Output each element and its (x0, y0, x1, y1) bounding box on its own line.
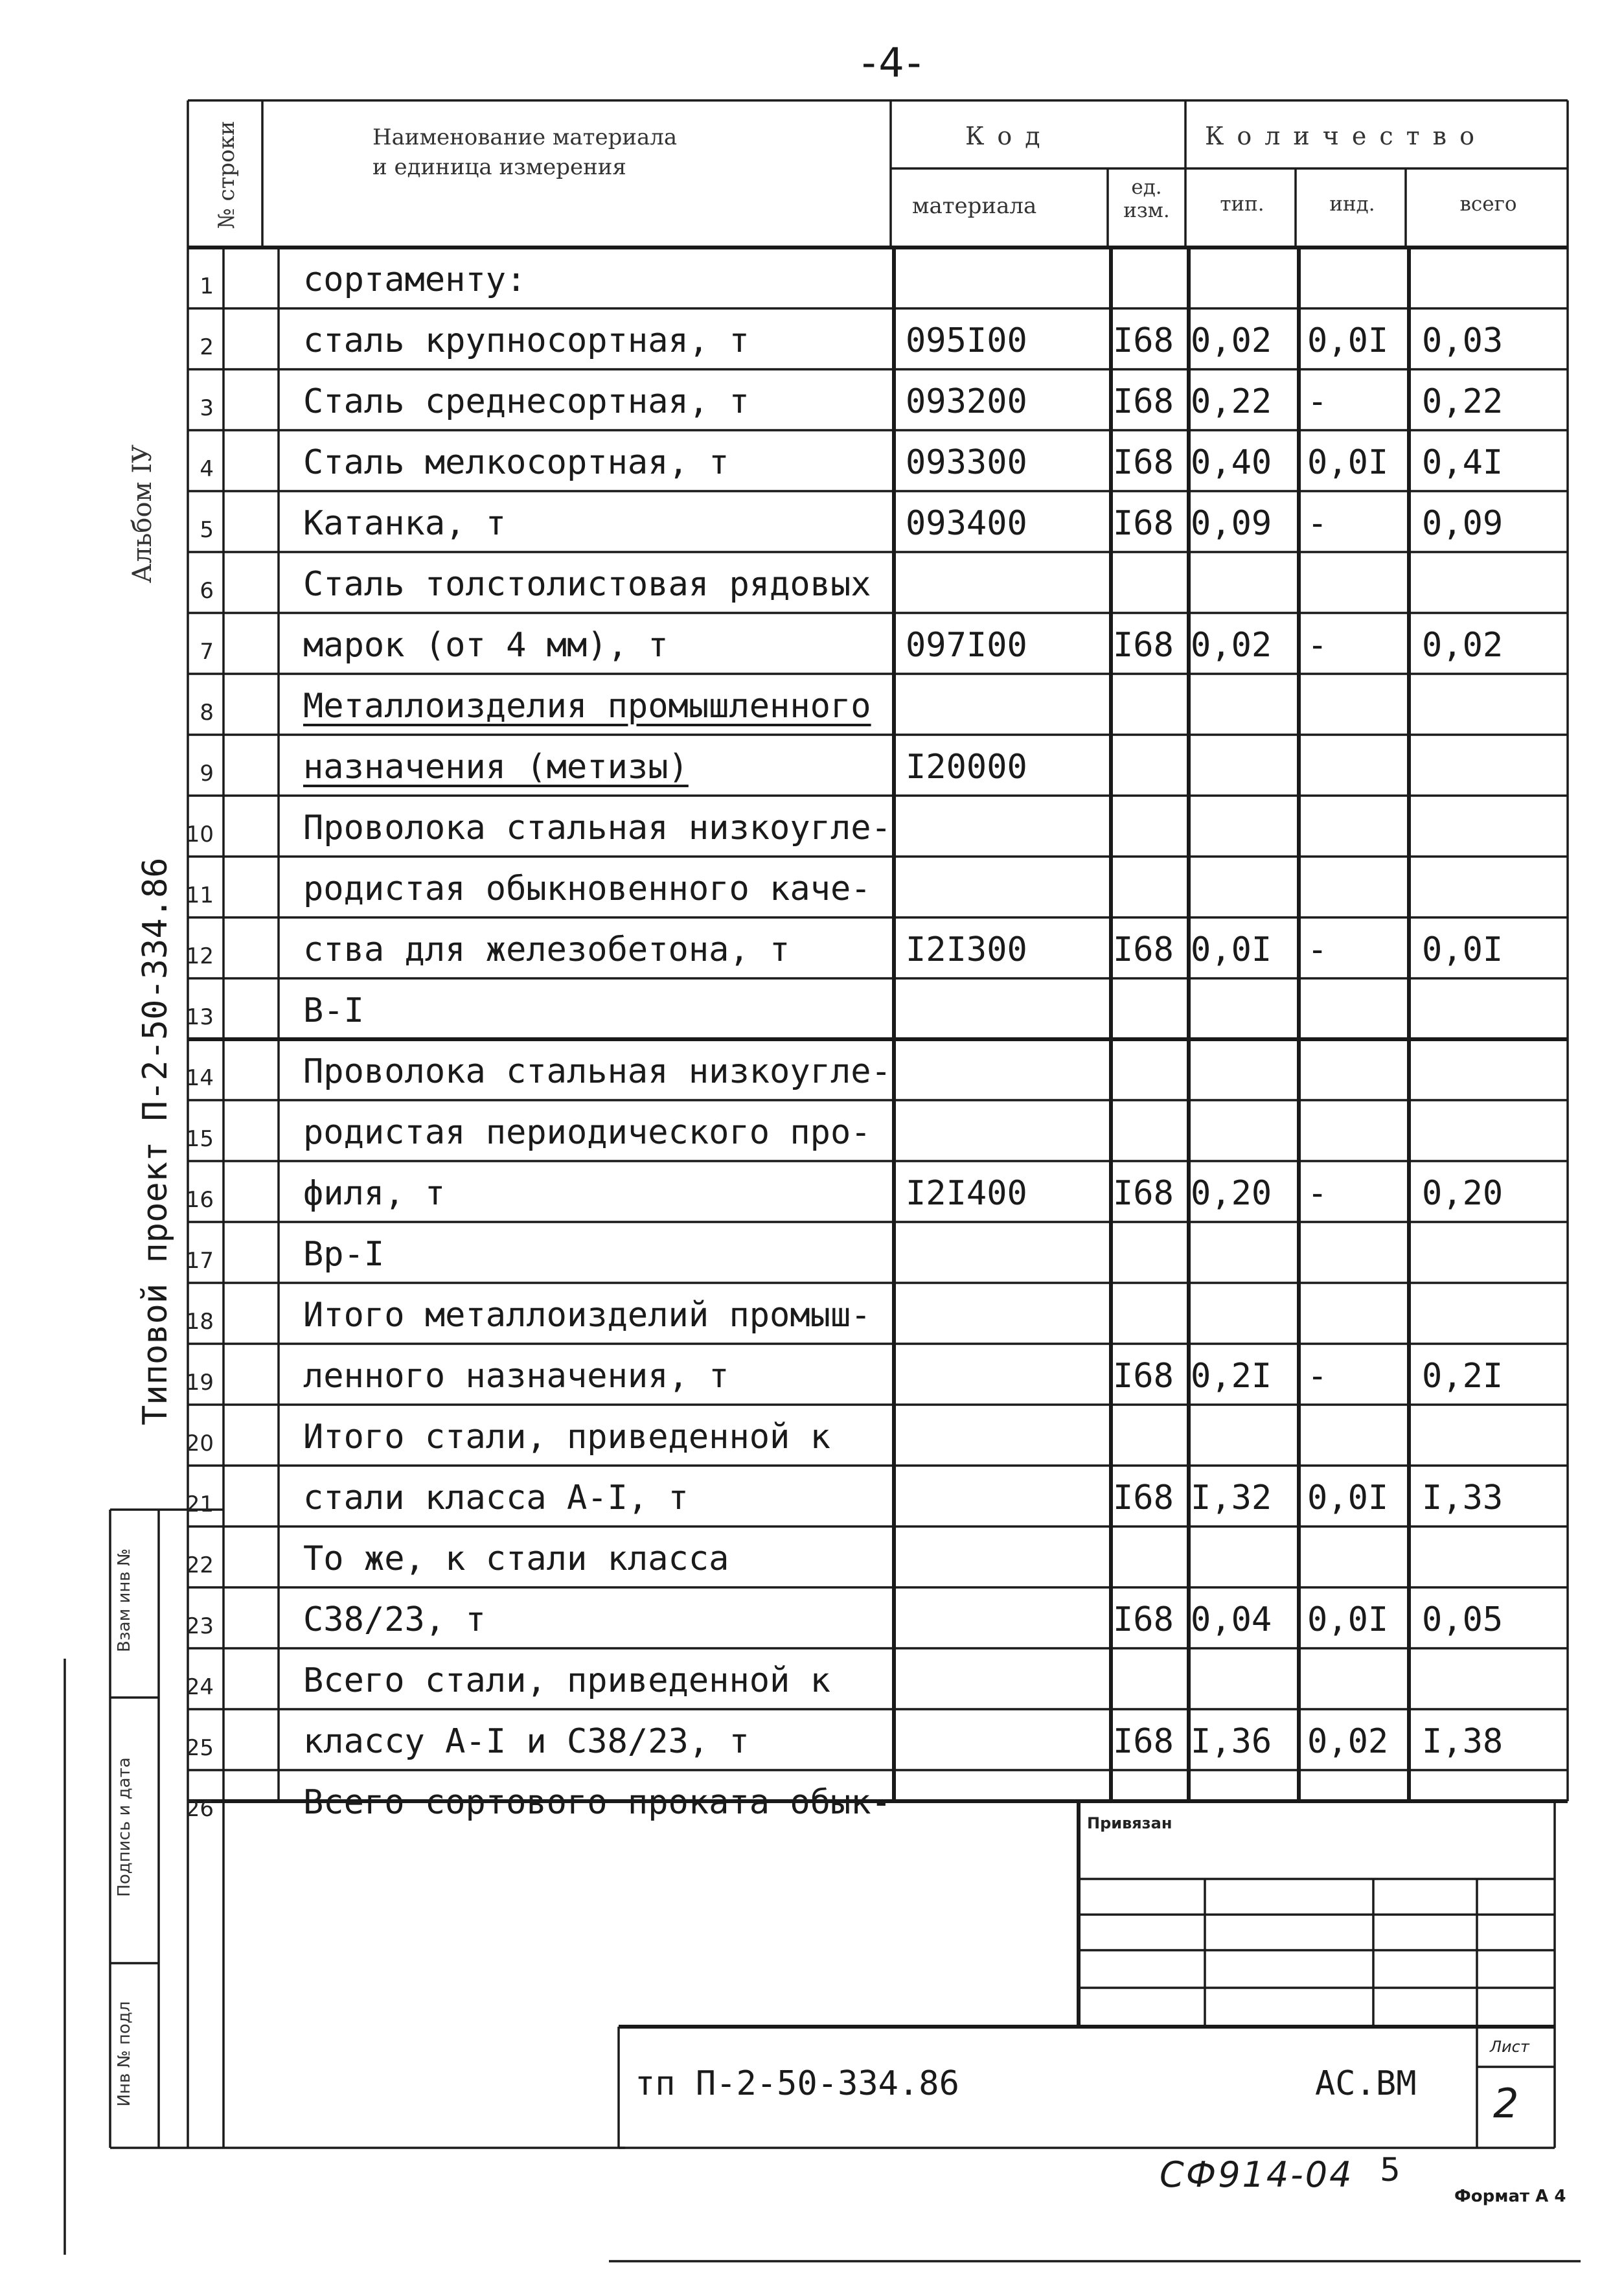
ind-header: инд. (1329, 192, 1375, 216)
cell-ind: - (1307, 1174, 1328, 1213)
cell-name: стали класса A-I, т (303, 1479, 689, 1517)
cell-name: Проволока стальная низкоугле- (303, 1052, 891, 1091)
cell-ind: - (1307, 504, 1328, 543)
cell-total: I,38 (1422, 1722, 1504, 1761)
cell-total: 0,05 (1422, 1600, 1504, 1639)
cell-typ: 0,09 (1191, 504, 1272, 543)
page-number: -4- (862, 39, 924, 86)
cell-code: I20000 (906, 748, 1027, 787)
cell-unit: I68 (1113, 1174, 1174, 1213)
cell-unit: I68 (1113, 626, 1174, 665)
cell-name: Металлоизделия промышленного (303, 687, 871, 726)
cell-name: сортаменту: (303, 260, 527, 299)
doc-mark: АС.ВМ (1315, 2064, 1417, 2103)
cell-ind: 0,0I (1307, 1600, 1389, 1639)
sheet-label: Лист (1490, 2038, 1529, 2056)
cell-typ: 0,04 (1191, 1600, 1272, 1639)
cell-total: 0,02 (1422, 626, 1504, 665)
cell-name: Сталь мелкосортная, т (303, 443, 729, 482)
cell-typ: 0,02 (1191, 321, 1272, 360)
cell-unit: I68 (1113, 1722, 1174, 1761)
archive-number: 5 (1380, 2151, 1401, 2189)
code-header: Код (965, 122, 1053, 150)
cell-unit: I68 (1113, 1479, 1174, 1517)
cell-ind: - (1307, 626, 1328, 665)
name-header-line1: Наименование материала (372, 124, 678, 150)
cell-code: 097I00 (906, 626, 1027, 665)
cell-n: 12 (185, 943, 214, 969)
cell-name: ства для железобетона, т (303, 930, 790, 969)
cell-code: 095I00 (906, 321, 1027, 360)
cell-name: классу A-I и C38/23, т (303, 1722, 749, 1761)
signature-date-label: Подпись и дата (115, 1757, 134, 1897)
cell-unit: I68 (1113, 321, 1174, 360)
cell-typ: 0,02 (1191, 626, 1272, 665)
cell-n: 25 (185, 1735, 214, 1761)
cell-name: сталь крупносортная, т (303, 321, 749, 360)
format-label: Формат А 4 (1454, 2187, 1566, 2206)
cell-total: 0,2I (1422, 1357, 1504, 1396)
cell-n: 10 (185, 822, 214, 847)
unit-header-line1: ед. (1131, 176, 1162, 199)
cell-n: 24 (185, 1674, 214, 1700)
cell-n: 26 (185, 1796, 214, 1822)
album-label: Альбом IУ (128, 444, 157, 584)
cell-n: 1 (200, 273, 214, 299)
cell-name: Проволока стальная низкоугле- (303, 809, 891, 847)
cell-ind: 0,0I (1307, 443, 1389, 482)
cell-n: 19 (185, 1370, 214, 1396)
name-header-line2: и единица измерения (372, 154, 626, 180)
cell-ind: - (1307, 382, 1328, 421)
cell-name: филя, т (303, 1174, 446, 1213)
cell-unit: I68 (1113, 1357, 1174, 1396)
cell-name: B-I (303, 991, 364, 1030)
cell-typ: I,36 (1191, 1722, 1272, 1761)
cell-n: 6 (200, 578, 214, 604)
cell-total: I,33 (1422, 1479, 1504, 1517)
cell-name: марок (от 4 мм), т (303, 626, 669, 665)
cell-total: 0,20 (1422, 1174, 1504, 1213)
cell-ind: - (1307, 930, 1328, 969)
cell-name: родистая периодического про- (303, 1113, 871, 1152)
cell-unit: I68 (1113, 443, 1174, 482)
cell-typ: I,32 (1191, 1479, 1272, 1517)
cell-name: Катанка, т (303, 504, 507, 543)
cell-n: 22 (185, 1552, 214, 1578)
unit-header (1108, 176, 1185, 222)
cell-unit: I68 (1113, 1600, 1174, 1639)
cell-ind: - (1307, 1357, 1328, 1396)
cell-code: I2I300 (906, 930, 1027, 969)
cell-typ: 0,20 (1191, 1174, 1272, 1213)
cell-n: 7 (200, 639, 214, 665)
cell-name: Bp-I (303, 1235, 385, 1274)
cell-n: 9 (200, 761, 214, 787)
attached-label: Привязан (1087, 1814, 1172, 1832)
cell-typ: 0,22 (1191, 382, 1272, 421)
row-number-header: № строки (214, 121, 240, 229)
cell-name: Всего стали, приведенной к (303, 1661, 830, 1700)
quantity-header: Количество (1205, 122, 1487, 150)
material-header: материала (912, 193, 1037, 219)
cell-total: 0,09 (1422, 504, 1504, 543)
cell-typ: 0,2I (1191, 1357, 1272, 1396)
cell-n: 17 (185, 1248, 214, 1274)
cell-n: 16 (185, 1187, 214, 1213)
archive-code: СФ914-04 (1160, 2154, 1354, 2195)
cell-unit: I68 (1113, 930, 1174, 969)
cell-total: 0,4I (1422, 443, 1504, 482)
cell-code: 093400 (906, 504, 1027, 543)
cell-n: 2 (200, 334, 214, 360)
cell-n: 18 (185, 1309, 214, 1335)
cell-name: ленного назначения, т (303, 1357, 729, 1396)
cell-n: 20 (185, 1431, 214, 1457)
cell-name: назначения (метизы) (303, 748, 689, 787)
cell-n: 3 (200, 395, 214, 421)
cell-name: То же, к стали класса (303, 1539, 729, 1578)
cell-code: I2I400 (906, 1174, 1027, 1213)
cell-typ: 0,0I (1191, 930, 1272, 969)
cell-name: Сталь толстолистовая рядовых (303, 565, 871, 604)
cell-ind: 0,02 (1307, 1722, 1389, 1761)
cell-name: Сталь среднесортная, т (303, 382, 749, 421)
cell-total: 0,03 (1422, 321, 1504, 360)
cell-typ: 0,40 (1191, 443, 1272, 482)
cell-n: 5 (200, 517, 214, 543)
cell-name: родистая обыкновенного каче- (303, 869, 871, 908)
cell-n: 15 (185, 1126, 214, 1152)
inv-podl-label: Инв № подл (115, 2001, 134, 2107)
cell-name: Всего сортового проката обык- (303, 1783, 891, 1822)
cell-n: 13 (185, 1004, 214, 1030)
cell-total: 0,22 (1422, 382, 1504, 421)
cell-name: C38/23, т (303, 1600, 486, 1639)
sheet-number: 2 (1493, 2080, 1519, 2127)
cell-n: 11 (185, 882, 214, 908)
cell-n: 23 (185, 1613, 214, 1639)
cell-code: 093200 (906, 382, 1027, 421)
vzam-inv-label: Взам инв № (115, 1549, 134, 1652)
cell-n: 4 (200, 456, 214, 482)
cell-total: 0,0I (1422, 930, 1504, 969)
typ-header: тип. (1220, 192, 1264, 216)
cell-ind: 0,0I (1307, 321, 1389, 360)
cell-name: Итого металлоизделий промыш- (303, 1296, 871, 1335)
cell-unit: I68 (1113, 504, 1174, 543)
cell-n: 14 (185, 1065, 214, 1091)
cell-n: 8 (200, 700, 214, 726)
cell-unit: I68 (1113, 382, 1174, 421)
cell-n: 21 (185, 1491, 214, 1517)
unit-header-line2: изм. (1123, 198, 1170, 222)
cell-name: Итого стали, приведенной к (303, 1418, 830, 1457)
project-label: Типовой проект П-2-50-334.86 (136, 857, 175, 1425)
doc-code: тп П-2-50-334.86 (635, 2064, 959, 2103)
total-header: всего (1459, 192, 1517, 216)
cell-ind: 0,0I (1307, 1479, 1389, 1517)
cell-code: 093300 (906, 443, 1027, 482)
